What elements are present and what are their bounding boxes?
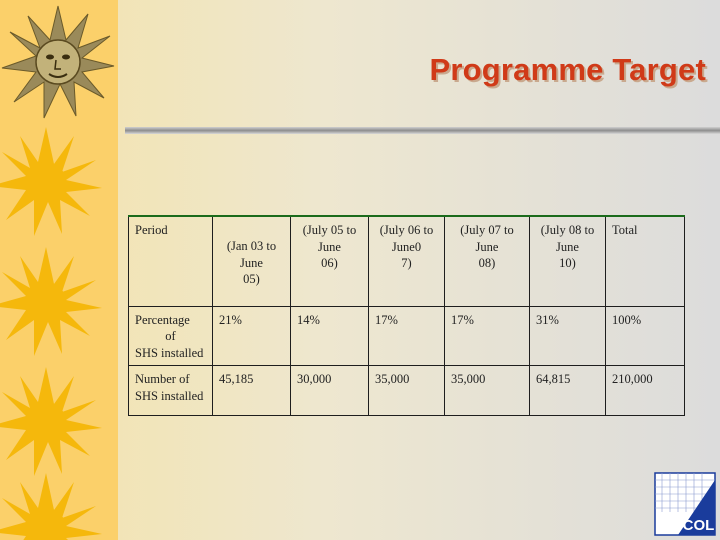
column-header (445, 216, 530, 306)
table-cell: 31% (530, 306, 606, 366)
table-row (129, 306, 685, 366)
row-label-line: SHS installed (135, 388, 204, 403)
column-header (369, 216, 445, 306)
idcol-logo-icon (654, 472, 716, 536)
cell-line: (July 08 to (540, 223, 595, 237)
cell-line: June (475, 239, 499, 254)
sun-icon (0, 473, 102, 540)
table-cell: 21% (213, 306, 291, 366)
cell-line: 10) (559, 256, 576, 270)
cell-line: June (556, 239, 579, 254)
table-cell: 30,000 (291, 366, 369, 416)
cell-line: (July 06 to (379, 223, 434, 237)
cell-line: June (240, 255, 263, 270)
cell-line: June (318, 239, 341, 254)
sun-icon (0, 247, 102, 356)
programme-target-table (128, 215, 685, 416)
sun-icon (0, 127, 102, 236)
column-header (606, 216, 685, 306)
table-cell: 17% (369, 306, 445, 366)
table-cell: 35,000 (369, 366, 445, 416)
cell-line: (July 05 to (302, 223, 357, 237)
table-cell: 64,815 (530, 366, 606, 416)
cell-line: (July 07 to (460, 223, 514, 237)
sun-face-icon (2, 6, 114, 118)
column-header (530, 216, 606, 306)
sun-decorations (0, 0, 118, 540)
column-header (291, 216, 369, 306)
row-label-line: SHS installed (135, 345, 204, 360)
cell-line: 7) (401, 256, 412, 270)
row-label (129, 306, 213, 366)
cell-line: 05) (243, 272, 260, 286)
svg-text:IDCOL: IDCOL (667, 517, 715, 534)
table-cell: 210,000 (606, 366, 685, 416)
cell-line: (Jan 03 to (226, 239, 277, 253)
table-cell: 100% (606, 306, 685, 366)
table-row (129, 366, 685, 416)
cell-line: Period (135, 223, 168, 237)
column-header (213, 216, 291, 306)
column-header (129, 216, 213, 306)
row-label (129, 366, 213, 416)
title-divider (125, 127, 720, 134)
cell-line: June0 (391, 239, 422, 254)
table-cell: 14% (291, 306, 369, 366)
slide-title: Programme Target (429, 52, 706, 87)
table-cell: 45,185 (213, 366, 291, 416)
sun-icon (0, 367, 102, 476)
table-cell: 35,000 (445, 366, 530, 416)
header-row (129, 216, 685, 306)
cell-line: Total (612, 223, 638, 237)
row-label-line: Number of (135, 372, 190, 386)
row-label-line: Percentage (135, 312, 190, 327)
row-label-line: of (165, 329, 176, 343)
cell-line: 08) (478, 256, 496, 270)
table-cell: 17% (445, 306, 530, 366)
cell-line: 06) (321, 256, 338, 270)
